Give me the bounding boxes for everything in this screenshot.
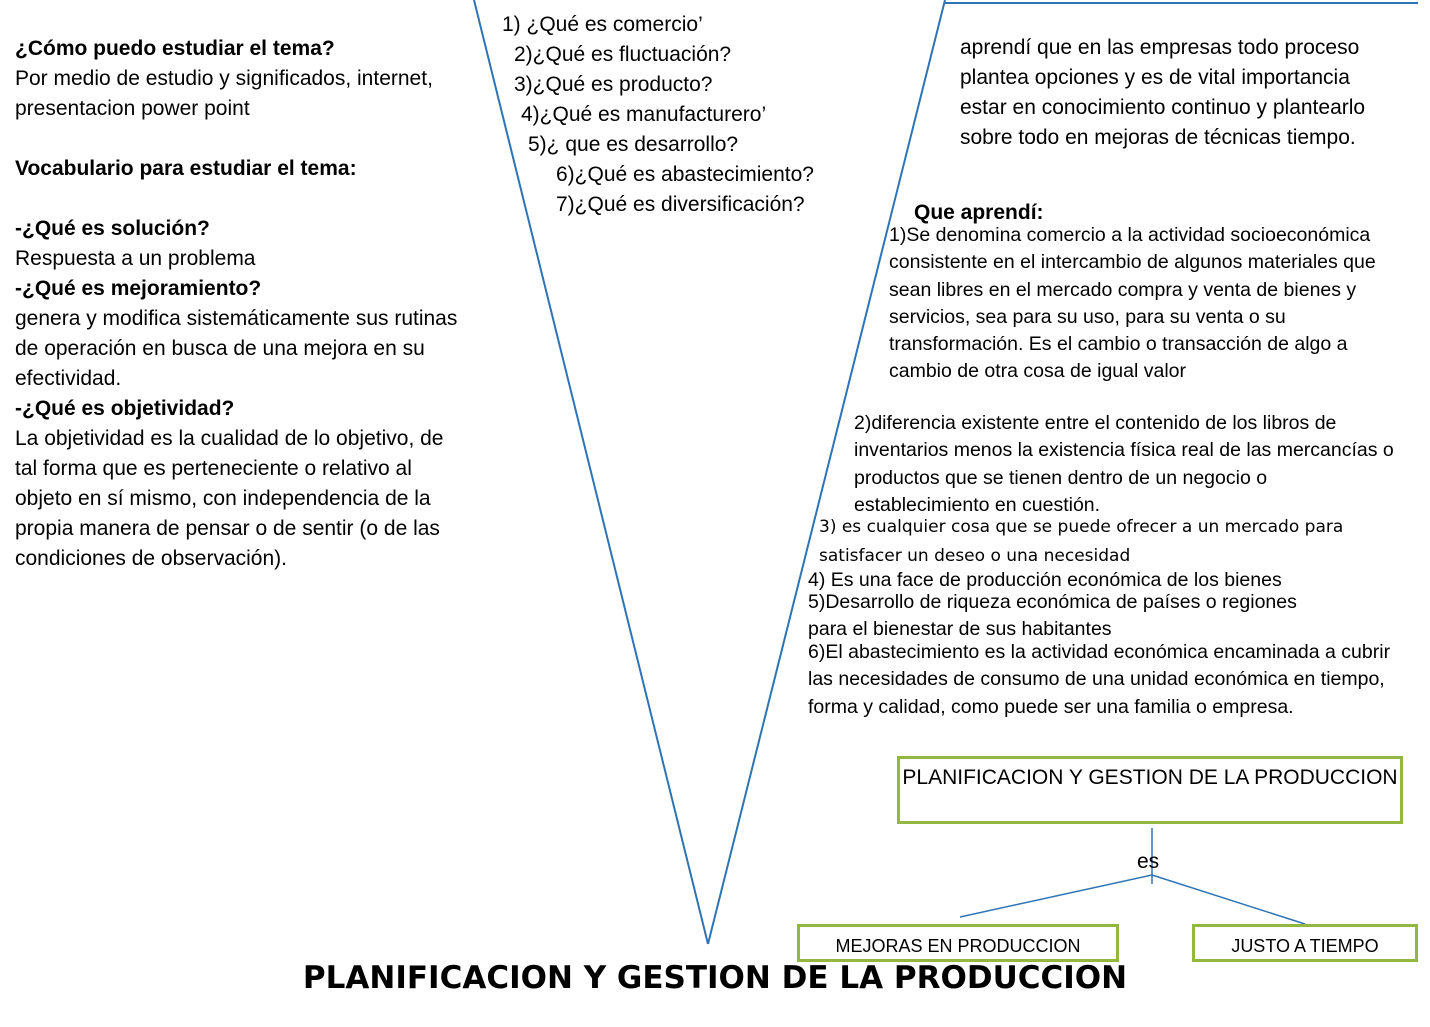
map-child-left-box — [797, 924, 1119, 962]
term-answer: La objetividad es la cualidad de lo objetivo, de tal forma que es perteneciente o relativo al objeto en sí mismo, con independencia de la propia manera de pensar o de sentir (o de las condiciones de observación). — [15, 427, 444, 570]
term-question: -¿Qué es solución? — [15, 217, 210, 240]
question-item: 2)¿Qué es fluctuación? — [514, 43, 732, 66]
term-question: -¿Qué es mejoramiento? — [15, 277, 262, 300]
map-child-right-label: JUSTO A TIEMPO — [1231, 936, 1379, 956]
map-connector-label: es — [1137, 850, 1160, 873]
question-item: 4)¿Qué es manufacturero’ — [521, 103, 767, 126]
page-title: PLANIFICACION Y GESTION DE LA PRODUCCION — [302, 960, 1128, 996]
learned-answer: 2)diferencia existente entre el contenido de los libros de inventarios menos la existencia física real de las mercancías o productos que se tienen dentro de un negocio o establecimiento en cuestión. — [854, 412, 1394, 516]
learned-answer: 3) es cualquier cosa que se puede ofrecer a un mercado para satisfacer un deseo o una necesidad — [819, 517, 1344, 566]
left-panel — [15, 34, 465, 574]
term-answer: Respuesta a un problema — [15, 247, 256, 270]
question-item: 5)¿ que es desarrollo? — [528, 133, 739, 156]
question-item: 3)¿Qué es producto? — [514, 73, 713, 96]
learned-answer: 4) Es una face de producción económica de los bienes — [808, 569, 1282, 591]
question-item: 1) ¿Qué es comercio’ — [502, 13, 703, 36]
question-item: 6)¿Qué es abastecimiento? — [556, 163, 814, 186]
term-answer: genera y modifica sistemáticamente sus rutinas de operación en busca de una mejora en su efectividad. — [15, 307, 458, 390]
question-item: 7)¿Qué es diversificación? — [556, 193, 805, 216]
learned-answer: 6)El abastecimiento es la actividad económica encaminada a cubrir las necesidades de consumo de una unidad económica en tiempo, forma y calidad, como puede ser una familia o empresa. — [808, 641, 1391, 718]
learned-answer: 5)Desarrollo de riqueza económica de países o regiones para el bienestar de sus habitantes — [808, 591, 1297, 641]
study-text: Por medio de estudio y significados, internet, presentacion power point — [15, 67, 433, 120]
term-question: -¿Qué es objetividad? — [15, 397, 235, 420]
learned-answer: 1)Se denomina comercio a la actividad socioeconómica consistente en el intercambio de algunos materiales que sean libres en el mercado compra y venta de bienes y servicios, sea para su uso, para su venta o su transformación. Es el cambio o transacción de algo a cambio de otra cosa de igual valor — [889, 224, 1376, 383]
map-root-box — [897, 756, 1403, 824]
vocab-heading: Vocabulario para estudiar el tema: — [15, 157, 357, 180]
map-branch-left — [960, 875, 1152, 917]
map-child-left-label: MEJORAS EN PRODUCCION — [835, 936, 1081, 956]
map-child-right-box — [1192, 924, 1418, 962]
study-heading: ¿Cómo puedo estudiar el tema? — [15, 37, 335, 60]
learned-intro: aprendí que en las empresas todo proceso plantea opciones y es de vital importancia estar en conocimiento continuo y plantearlo sobre todo en mejoras de técnicas tiempo. — [960, 36, 1366, 149]
learned-heading: Que aprendí: — [914, 201, 1044, 224]
map-branch-right — [1152, 875, 1305, 924]
map-root-label: PLANIFICACION Y GESTION DE LA PRODUCCION — [902, 766, 1398, 789]
